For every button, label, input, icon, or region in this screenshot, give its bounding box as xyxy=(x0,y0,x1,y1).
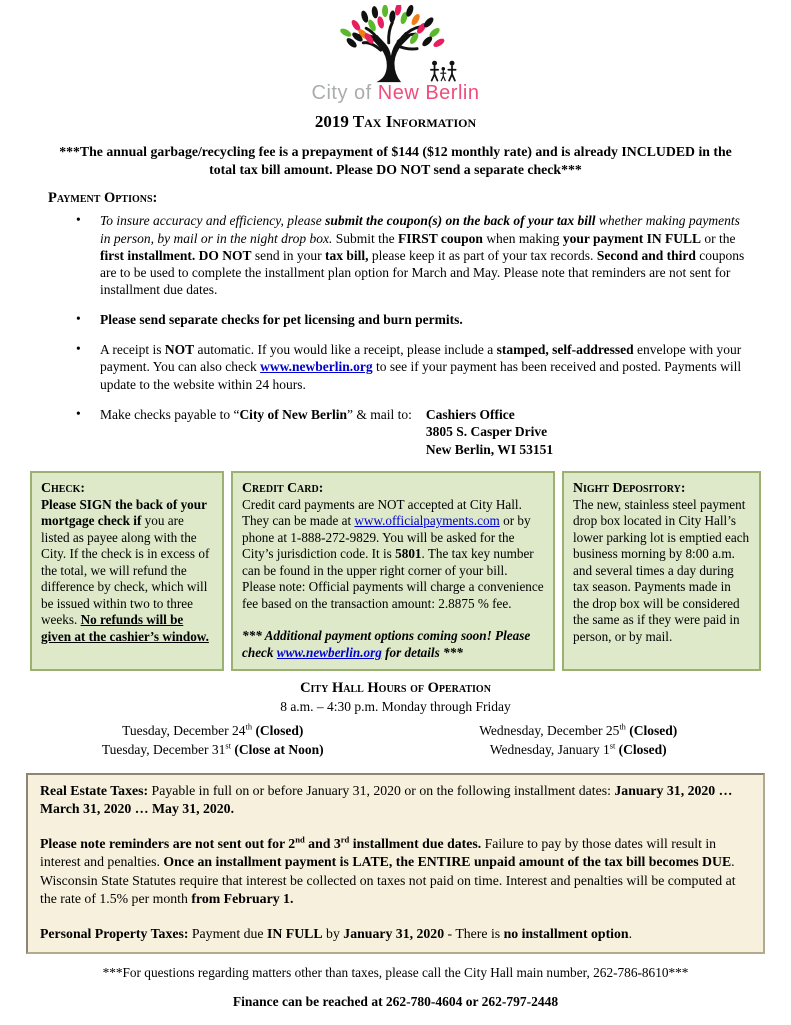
payment-options-list xyxy=(30,212,761,458)
text-segment: Wednesday, January 1 xyxy=(489,741,610,757)
payment-options-heading: Payment Options: xyxy=(48,190,158,207)
city-hall-hours xyxy=(30,680,761,760)
text-segment: st xyxy=(225,741,231,751)
real-estate-taxes-paragraph xyxy=(40,782,751,818)
text-segment: st xyxy=(609,741,616,751)
check-box-heading: Check: xyxy=(41,480,86,496)
address-line: Cashiers Office xyxy=(425,406,515,422)
address-line: 3805 S. Casper Drive xyxy=(425,424,548,440)
family-icon xyxy=(430,61,455,81)
text-segment: when making xyxy=(482,230,563,246)
text-segment: for details *** xyxy=(381,644,463,660)
logo-city-of-text: City of xyxy=(311,82,378,104)
tax-deadlines-box xyxy=(26,773,765,954)
list-item-receipt xyxy=(30,341,761,392)
questions-note: ***For questions regarding matters other than taxes, please call the City Hall main number, 262-786-8610*** xyxy=(102,965,689,981)
bullet-text xyxy=(100,342,741,391)
text-segment: Please send separate checks for pet licensing and burn permits. xyxy=(100,312,463,328)
text-segment: Please SIGN the back of your mortgage check if xyxy=(41,496,207,529)
list-item-coupons xyxy=(30,212,761,298)
text-segment: th xyxy=(245,722,253,732)
check-box-body xyxy=(41,497,213,646)
text-segment: City of New Berlin xyxy=(239,406,348,422)
text-segment: or the xyxy=(700,230,736,246)
text-segment: The new, stainless steel payment drop box located in City Hall’s lower parking lot is emptied each business morning by 8:00 a.m. and several times a day during tax season. Payments made in the drop box will be considered the same as if they were paid in person, or by mail. xyxy=(573,496,750,644)
text-segment: (Closed) xyxy=(618,741,667,757)
text-segment: whether making payments in person, by mail or in the night drop box. xyxy=(100,213,740,246)
text-segment: Payable in full on or before January 31, 2020 or on the following installment dates: xyxy=(148,782,615,798)
logo-new-berlin-text: New Berlin xyxy=(377,82,480,104)
text-segment: ” & mail to: xyxy=(347,406,412,422)
text-segment: envelope with your payment. You can also check xyxy=(100,342,742,375)
credit-card-info-box xyxy=(231,471,555,671)
link-www-newberlin-org[interactable]: www.newberlin.org xyxy=(276,644,382,660)
text-segment: stamped, self-addressed xyxy=(496,342,634,358)
text-segment: tax bill, xyxy=(325,247,369,263)
text-segment: *** Additional payment options coming soon! Please check xyxy=(242,628,531,660)
tree-icon xyxy=(301,5,491,85)
text-segment: Second and third xyxy=(596,247,696,263)
bullet-text xyxy=(100,406,412,423)
logo-caption xyxy=(30,82,761,105)
text-segment: first installment. DO NOT xyxy=(100,247,252,263)
text-segment: Real Estate Taxes: xyxy=(40,782,149,798)
bullet-text xyxy=(100,213,744,297)
text-segment: (Close at Noon) xyxy=(234,741,324,757)
text-segment: Submit the xyxy=(332,230,399,246)
text-segment: (Closed) xyxy=(629,723,678,739)
text-segment: installment due dates. xyxy=(349,836,482,852)
finance-contact-note: Finance can be reached at 262-780-4604 or 262-797-2448 xyxy=(232,994,559,1010)
installment-reminder-paragraph xyxy=(40,835,751,908)
text-segment: Payment due xyxy=(188,926,267,942)
text-segment: . The tax key number can be found in the upper right corner of your bill. Please note: Official payments will charge a convenience fee based on the transaction amount: 2.8875 % fee. xyxy=(242,546,544,611)
text-segment: Credit card payments are NOT accepted at City Hall. They can be made at xyxy=(242,496,522,529)
text-segment: no installment option xyxy=(503,926,629,942)
hours-left-column xyxy=(30,722,396,760)
night-depository-info-box xyxy=(562,471,761,671)
text-segment: or by phone at 1-888-272-9829. You will be asked for the City’s jurisdiction code. It is xyxy=(242,513,531,562)
text-segment: To insure accuracy and efficiency, please xyxy=(100,213,326,229)
link-www-officialpayments-com[interactable]: www.officialpayments.com xyxy=(354,513,500,529)
text-segment: to see if your payment has been received and posted. Payments will update to the website within 24 hours. xyxy=(100,359,742,392)
text-segment: A receipt is xyxy=(100,342,165,358)
text-segment: nd xyxy=(295,834,305,845)
text-segment: send in your xyxy=(251,247,325,263)
hours-line xyxy=(30,741,396,760)
text-segment: Make checks payable to “ xyxy=(100,406,240,422)
credit-card-box-heading: Credit Card: xyxy=(242,480,324,496)
list-item-separate-checks xyxy=(30,311,761,328)
text-segment: Please note reminders are not sent out for 2 xyxy=(40,836,296,852)
city-logo xyxy=(30,5,761,105)
check-info-box xyxy=(30,471,224,671)
text-segment: - There is xyxy=(444,926,504,942)
text-segment: rd xyxy=(340,834,350,845)
payment-method-boxes xyxy=(30,471,761,671)
page-title: 2019 Tax Information xyxy=(314,112,477,131)
hours-heading: City Hall Hours of Operation xyxy=(300,680,491,697)
text-segment: and 3 xyxy=(304,836,341,852)
text-segment: Once an installment payment is LATE, the ENTIRE unpaid amount of the tax bill becomes DUE xyxy=(163,854,732,870)
text-segment: IN FULL xyxy=(267,926,323,942)
text-segment: Personal Property Taxes: xyxy=(40,926,189,942)
text-segment: from February 1. xyxy=(191,890,294,906)
text-segment: . xyxy=(628,926,633,942)
garbage-fee-note: ***The annual garbage/recycling fee is a prepayment of $144 ($12 monthly rate) and is already INCLUDED in the total tax bill amount. Please DO NOT send a separate check*** xyxy=(59,144,732,178)
text-segment: January 31, 2020 xyxy=(343,926,445,942)
text-segment: No refunds will be given at the cashier’s window. xyxy=(41,612,209,644)
link-www-newberlin-org[interactable]: www.newberlin.org xyxy=(260,359,373,375)
text-segment: by xyxy=(322,926,344,942)
text-segment: submit the coupon(s) on the back of your tax bill xyxy=(325,213,596,229)
text-segment: . Wisconsin State Statutes require that interest be collected on taxes not paid on time. Interest and penalties will be computed at the rate of 1.5% per month xyxy=(40,854,736,906)
hours-right-column xyxy=(396,722,762,760)
night-depository-body xyxy=(573,497,750,646)
text-segment: you are listed as payee along with the City. If the check is in excess of the total, we will refund the difference by check, which will be issued within two to three weeks. xyxy=(41,513,210,628)
address-line: New Berlin, WI 53151 xyxy=(425,441,554,457)
text-segment: please keep it as part of your tax records. xyxy=(368,247,597,263)
night-depository-heading: Night Depository: xyxy=(573,480,686,496)
text-segment: th xyxy=(619,722,626,732)
personal-property-taxes-paragraph xyxy=(40,925,751,943)
bullet-text xyxy=(100,312,463,327)
credit-card-box-note xyxy=(242,628,544,661)
list-item-make-checks-payable xyxy=(30,406,761,459)
hours-subheading: 8 a.m. – 4:30 p.m. Monday through Friday xyxy=(280,699,511,715)
text-segment: Tuesday, December 24 xyxy=(122,723,246,739)
text-segment: your payment IN FULL xyxy=(562,230,701,246)
hours-line xyxy=(396,722,762,741)
text-segment: 5801 xyxy=(395,546,422,562)
text-segment: Failure to pay by those dates will result in interest and penalties. xyxy=(40,836,717,870)
text-segment: automatic. If you would like a receipt, please include a xyxy=(194,342,497,358)
text-segment: (Closed) xyxy=(255,723,304,739)
mailing-address xyxy=(426,406,553,459)
text-segment: Tuesday, December 31 xyxy=(101,741,226,757)
text-segment: NOT xyxy=(164,342,195,358)
text-segment: coupons are to be used to complete the installment plan option for March and May. Please note that reminders are not sent for installment due dates. xyxy=(100,247,745,297)
hours-line xyxy=(396,741,762,760)
credit-card-box-body xyxy=(242,497,544,613)
hours-line xyxy=(30,722,396,741)
text-segment: FIRST coupon xyxy=(398,230,483,246)
text-segment: Wednesday, December 25 xyxy=(479,723,620,739)
text-segment: January 31, 2020 … March 31, 2020 … May 31, 2020. xyxy=(40,782,733,817)
